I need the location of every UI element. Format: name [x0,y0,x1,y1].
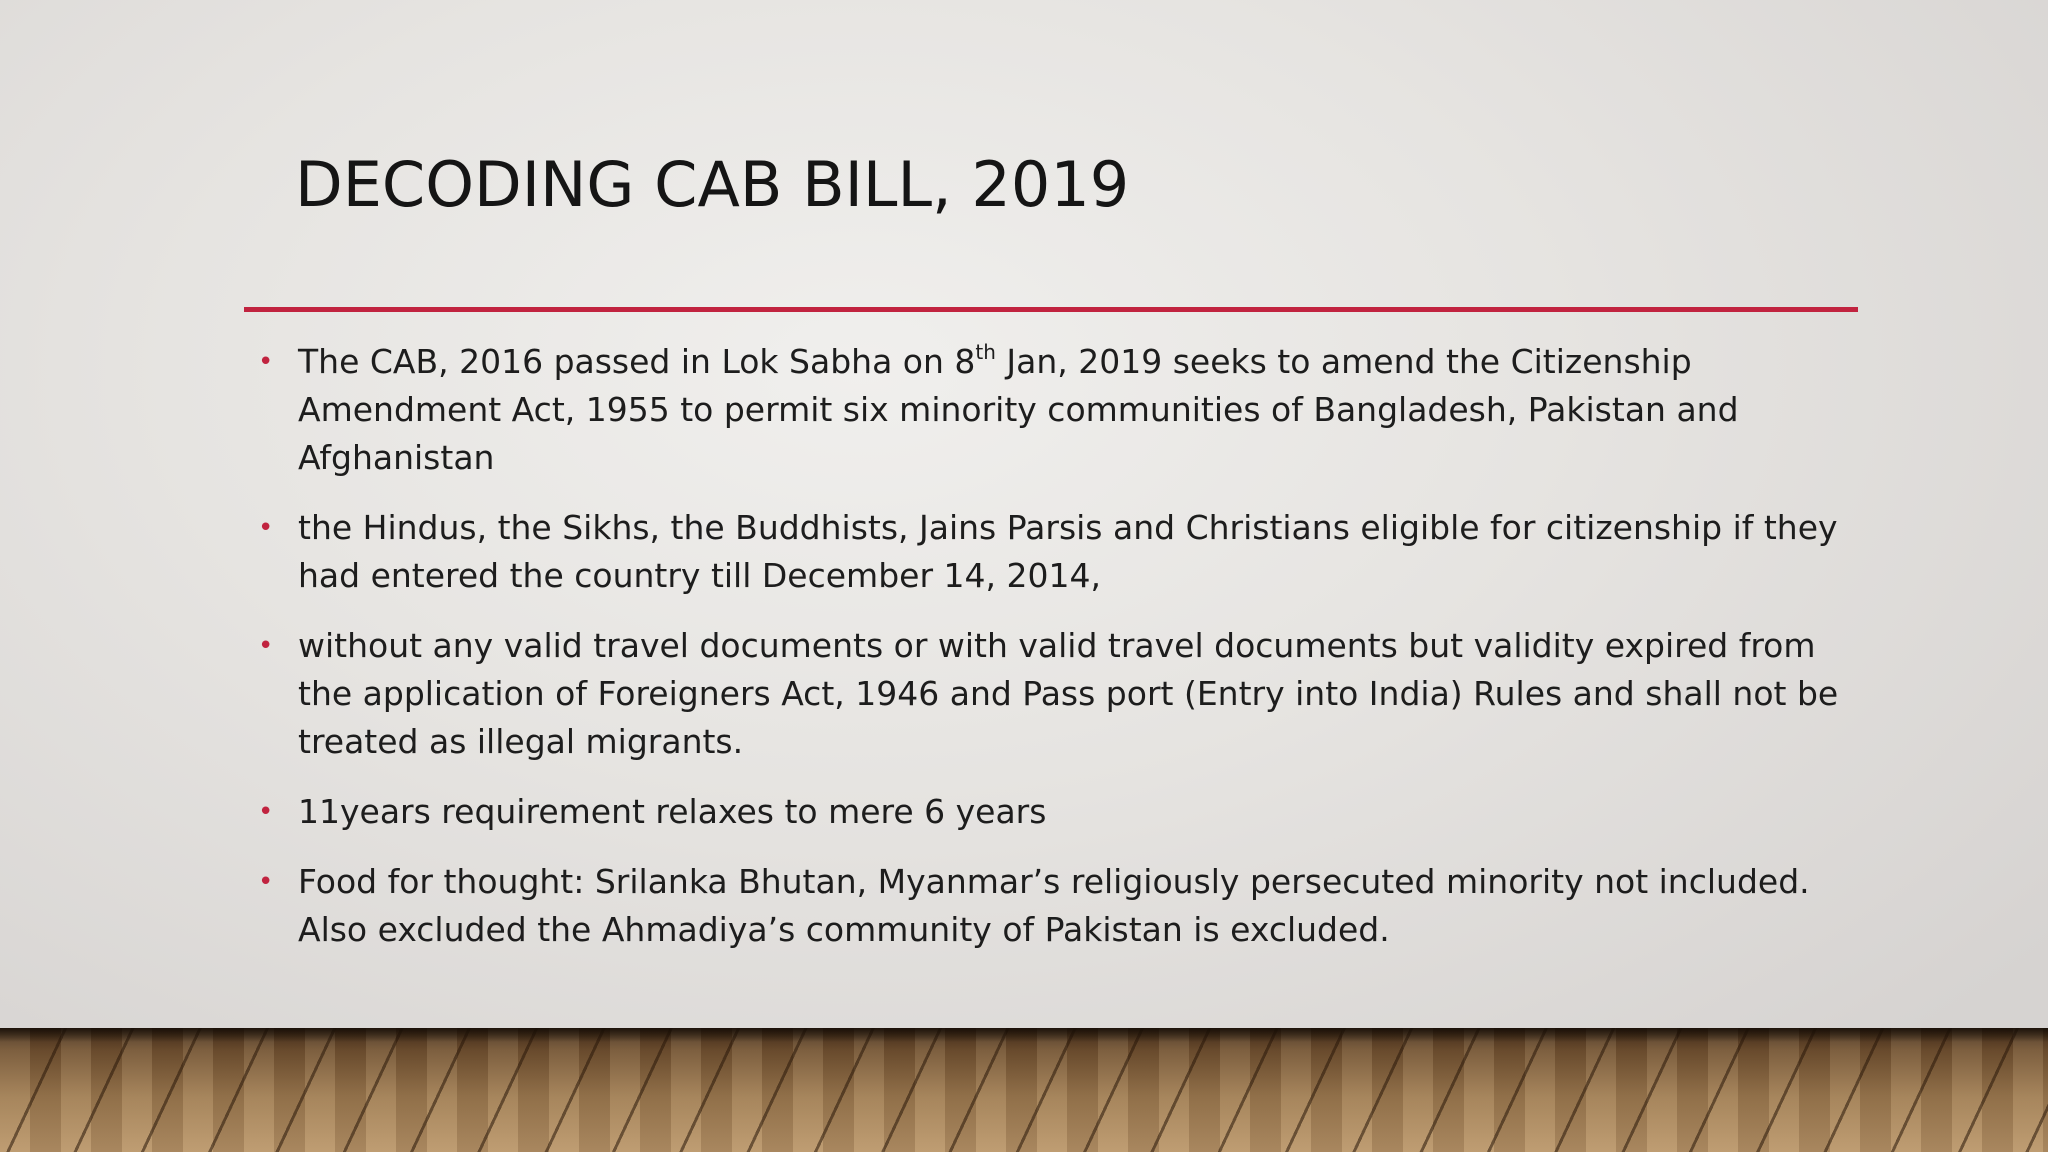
bullet-item [252,858,1852,954]
bullet-text: Food for thought: Srilanka Bhutan, Myanmar’s religiously persecuted minority not included. Also excluded the Ahmadiya’s community of Pakistan is excluded. [298,862,1810,949]
wooden-floor-decoration [0,1028,2048,1152]
floor-shadow [0,1028,2048,1042]
bullet-text: 11years requirement relaxes to mere 6 years [298,792,1047,831]
bullet-text: the Hindus, the Sikhs, the Buddhists, Jains Parsis and Christians eligible for citizenship if they had entered the country till December 14, 2014, [298,508,1838,595]
bullet-dot-icon: • [258,867,274,897]
bullet-item [252,504,1852,600]
slide-title: DECODING CAB BILL, 2019 [295,148,1130,221]
title-divider [244,307,1858,312]
bullet-text-part: Jan, 2019 seeks to amend the Citizenship Amendment Act, 1955 to permit six minority communities of Bangladesh, Pakistan and Afghanistan [298,342,1739,477]
bullet-dot-icon: • [258,631,274,661]
bullet-dot-icon: • [258,347,274,377]
bullet-dot-icon: • [258,797,274,827]
bullet-text-part: The CAB, 2016 passed in Lok Sabha on 8 [298,342,976,381]
bullet-text [298,342,1739,477]
bullet-text: without any valid travel documents or with valid travel documents but validity expired from the application of Foreigners Act, 1946 and Pass port (Entry into India) Rules and shall not be treated as illegal migrants. [298,626,1839,761]
ordinal-superscript: th [975,340,996,364]
bullet-list [252,338,1852,976]
bullet-item [252,788,1852,836]
bullet-item [252,338,1852,482]
bullet-item [252,622,1852,766]
bullet-dot-icon: • [258,513,274,543]
